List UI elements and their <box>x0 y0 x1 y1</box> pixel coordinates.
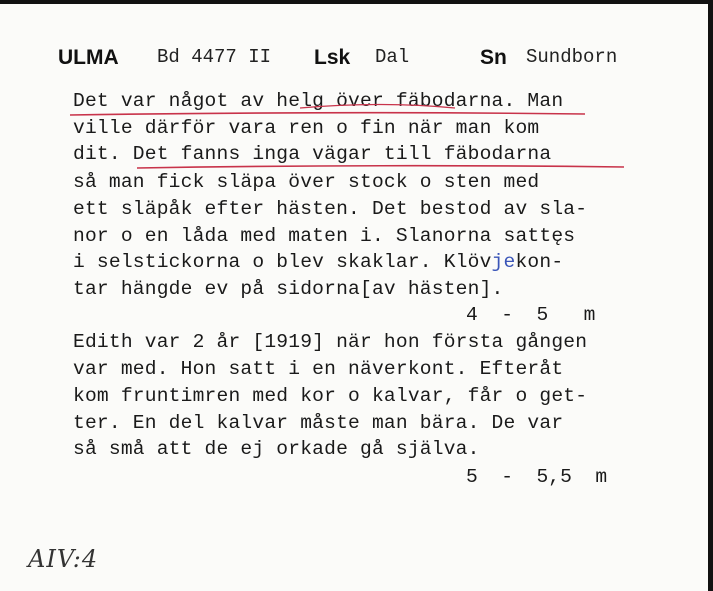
text-line-1: Det var något av helg över fäbodarna. Man <box>73 90 564 112</box>
text-line-9: Edith var 2 år [1919] när hon första gången <box>73 331 588 353</box>
text-line-4: så man fick släpa över stock o sten med <box>73 171 540 193</box>
handwritten-insertion: je <box>491 251 516 273</box>
text-line-11: kom fruntimren med kor o kalvar, får o get- <box>73 385 588 407</box>
text-line-2: ville därför vara ren o fin när man kom <box>73 117 540 139</box>
archive-value: Bd 4477 II <box>157 46 272 68</box>
text-line-5: ett släpåk efter hästen. Det bestod av sla- <box>73 198 588 220</box>
text-line-13: så små att de ej orkade gå själva. <box>73 438 480 460</box>
text-line-7-end: kon- <box>515 251 564 273</box>
text-line-10: var med. Hon satt i en näverkont. Efteråt <box>73 358 564 380</box>
socken-value: Sundborn <box>526 46 618 68</box>
text-line-8: tar hängde ev på sidorna[av hästen]. <box>73 278 504 300</box>
measurement-2: 5 - 5,5 m <box>466 466 608 488</box>
underline-1-accent <box>300 105 455 109</box>
archive-label: ULMA <box>58 46 119 69</box>
handwritten-note: AIV:4 <box>28 545 99 573</box>
text-line-6: nor o en låda med maten i. Slanorna sattęs <box>73 225 576 247</box>
landskap-label: Lsk <box>314 46 351 69</box>
underline-2 <box>137 166 624 168</box>
text-line-12: ter. En del kalvar måste man bära. De var <box>73 412 564 434</box>
measurement-1: 4 - 5 m <box>466 304 596 326</box>
landskap-value: Dal <box>375 46 410 68</box>
text-line-3: dit. Det fanns inga vägar till fäbodarna <box>73 143 552 165</box>
text-line-7-start: i selstickorna o blev skaklar. Klöv <box>73 251 492 273</box>
socken-label: Sn <box>480 46 507 69</box>
underline-1 <box>70 113 585 115</box>
